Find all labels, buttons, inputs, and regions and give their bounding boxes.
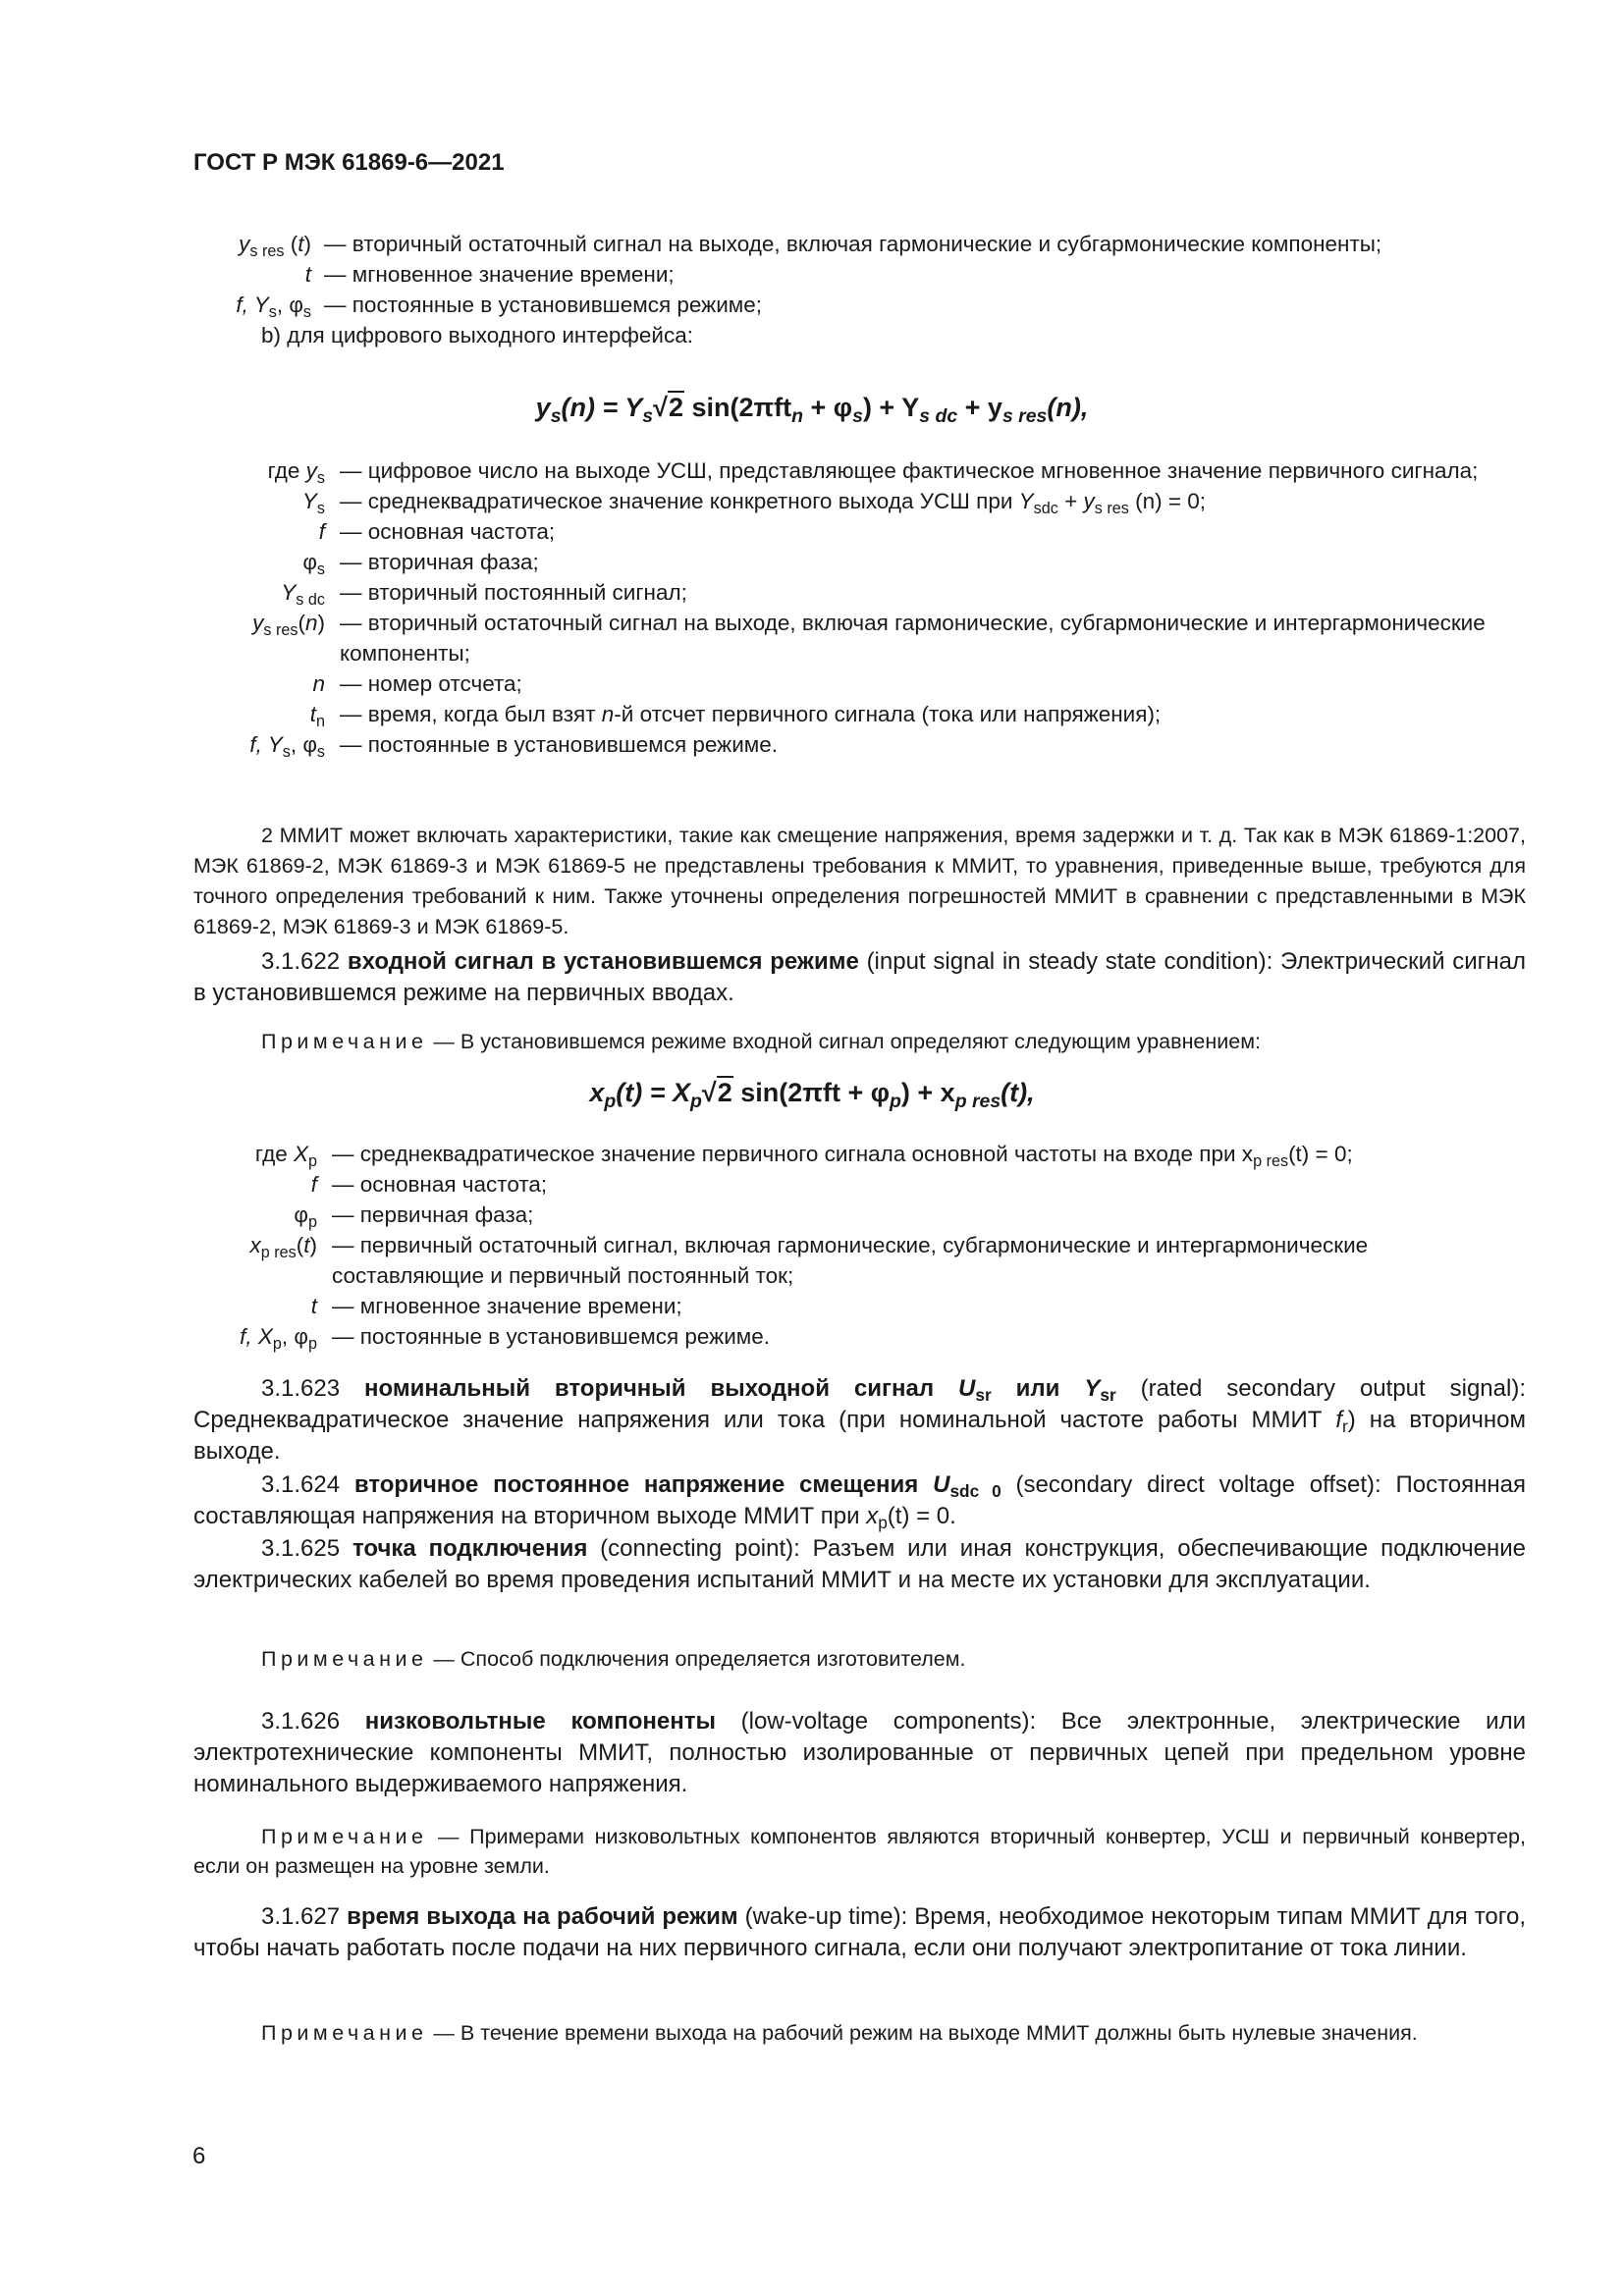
symbol: $y_{s res}(n)$ (252, 611, 325, 639)
definition-3-1-622: 3.1.622 входной сигнал в установившемся режиме (input signal in steady state condition): Электрический сигнал в установившемся режиме на первичных вводах. (193, 948, 1527, 1006)
definition-text: — вторичная фаза; (340, 550, 539, 574)
definition-text: — первичный остаточный сигнал, включая гармонические, субгармонические и интергармонические составляющие и первичный постоянный ток; (332, 1233, 1369, 1288)
symbol: $\varphi_s$ (302, 550, 325, 578)
list-item (0, 1200, 1624, 1230)
symbol: f (310, 1172, 317, 1197)
definition-text: — мгновенное значение времени; (332, 1294, 682, 1318)
definition-text: — номер отсчета; (340, 671, 522, 696)
list-item (0, 1169, 1624, 1200)
definition-3-1-627: 3.1.627 время выхода на рабочий режим (wake-up time): Время, необходимое некоторым типам ММИТ для того, чтобы начать работать после подачи на них первичного сигнала, если они получают электропитание от тока линии. (193, 1903, 1526, 1961)
symbol: t (304, 262, 311, 287)
symbol: $x_{p res}(t)$ (249, 1233, 317, 1261)
list-item (0, 1230, 1624, 1291)
definition-text: — основная частота; (340, 519, 556, 544)
list-item (0, 1139, 1624, 1169)
symbol: n (312, 671, 325, 696)
definition-text: — цифровое число на выходе УСШ, представляющее фактическое мгновенное значение первичного сигнала; (340, 458, 1479, 483)
symbol: $\varphi_p$ (294, 1202, 317, 1231)
sqrt-symbol: √2 (653, 393, 683, 422)
symbol: $y_{s res}$ (t) (239, 232, 311, 260)
list-item (0, 547, 1624, 577)
definition-text: — среднеквадратическое значение первичного сигнала основной частоты на входе при $x_{p res}(t) = 0$; (332, 1142, 1353, 1170)
symbol: $Y_{s dc}$ (281, 580, 325, 609)
note-2: 2 ММИТ может включать характеристики, такие как смещение напряжения, время задержки и т. д. Так как в МЭК 61869-1:2007, МЭК 61869-2, МЭК 61869-3 и МЭК 61869-5 не представлены требования к ММИТ, то уравнения, приведенные выше, требуются для точного определения требований к ним. Также уточнены определения погрешностей ММИТ в сравнении с представленными в МЭК 61869-2, МЭК 61869-3 и МЭК 61869-5. (193, 824, 1526, 938)
definition-list-b (0, 455, 1624, 760)
sqrt-symbol: √2 (701, 1078, 732, 1107)
definition-3-1-625: 3.1.625 точка подключения (connecting point): Разъем или иная конструкция, обеспечивающие подключение электрических кабелей во время проведения испытаний ММИТ и на месте их установки для эксплуатации. (193, 1535, 1527, 1593)
definition-text: — основная частота; (332, 1172, 548, 1197)
definition-text: — постоянные в установившемся режиме. (332, 1324, 771, 1349)
sub-item-b: b) для цифрового выходного интерфейса: (261, 323, 694, 347)
symbol: где $y_s$ (267, 458, 325, 487)
list-item (0, 699, 1624, 729)
note-627: Примечание — В течение времени выхода на рабочий режим на выходе ММИТ должны быть нулевые значения. (261, 2021, 1418, 2045)
definition-text: — постоянные в установившемся режиме; (324, 293, 763, 317)
symbol: $Y_s$ (301, 489, 325, 517)
symbol: f (318, 519, 325, 544)
definition-3-1-626: 3.1.626 низковольтные компоненты (low-voltage components): Все электронные, электрические или электротехнические компоненты ММИТ, полностью изолированные от первичных цепей при предельном уровне номинального выдерживаемого напряжения. (193, 1708, 1526, 1797)
symbol: f, $X_p$, $\varphi_p$ (240, 1324, 317, 1353)
definition-list-a (0, 229, 1624, 350)
equation-input-signal: $x_p(t) = X_p√2$ $\sin(2\pi ft + \varphi_p) + x_{p res}(t)$, (589, 1078, 1035, 1112)
list-item (0, 668, 1624, 699)
list-item (0, 577, 1624, 608)
note-622: Примечание — В установившемся режиме входной сигнал определяют следующим уравнением: (261, 1030, 1261, 1053)
definition-text: — мгновенное значение времени; (324, 262, 675, 287)
list-item (0, 229, 1624, 259)
list-item (0, 290, 1624, 320)
definition-list-c (0, 1139, 1624, 1352)
definition-text: — время, когда был взят n-й отсчет первичного сигнала (тока или напряжения); (340, 702, 1162, 726)
list-item (0, 1321, 1624, 1352)
list-item (0, 608, 1624, 668)
note-626: Примечание — Примерами низковольтных компонентов являются вторичный конвертер, УСШ и первичный конвертер, если он размещен на уровне земли. (193, 1825, 1526, 1878)
page-number: 6 (192, 2143, 206, 2169)
definition-text: — вторичный остаточный сигнал на выходе, включая гармонические и субгармонические компоненты; (324, 232, 1382, 256)
symbol: f, $Y_s$, $\varphi_s$ (249, 732, 325, 761)
document-header: ГОСТ Р МЭК 61869-6—2021 (193, 149, 505, 176)
definition-text: — постоянные в установившемся режиме. (340, 732, 779, 757)
definition-3-1-624: 3.1.624 вторичное постоянное напряжение смещения $U_{sdc 0}$ (secondary direct voltage offset): Постоянная составляющая напряжения на вторичном выходе ММИТ при $x_p(t) = 0$. (193, 1471, 1527, 1533)
symbol: где $X_p$ (254, 1142, 317, 1170)
equation-digital-output: $y_s(n) = Y_s√2$ $\sin(2\pi ft_n + \varphi_s) + Y_{s dc} + y_{s res}(n)$, (535, 393, 1089, 427)
list-item (0, 729, 1624, 760)
list-item (0, 486, 1624, 516)
note-625: Примечание — Способ подключения определяется изготовителем. (261, 1647, 966, 1671)
list-item (0, 516, 1624, 547)
definition-text: — среднеквадратическое значение конкретного выхода УСШ при $Y_{sdc} + y_{s res}$ (n) = 0; (340, 489, 1207, 517)
definition-text: — вторичный остаточный сигнал на выходе, включая гармонические, субгармонические и интергармонические компоненты; (340, 611, 1486, 666)
definition-text: — вторичный постоянный сигнал; (340, 580, 687, 605)
list-item (0, 320, 1624, 350)
list-item (0, 1291, 1624, 1321)
list-item (0, 455, 1624, 486)
symbol: f, $Y_s$, $\varphi_s$ (236, 293, 311, 321)
symbol: t (310, 1294, 317, 1318)
definition-text: — первичная фаза; (332, 1202, 534, 1227)
symbol: $t_n$ (309, 702, 325, 730)
list-item (0, 259, 1624, 290)
definition-3-1-623: 3.1.623 номинальный вторичный выходной сигнал $U_{sr}$ или $Y_{sr}$ (rated secondary output signal): Среднеквадратическое значение напряжения или тока (при номинальной частоте работы ММИТ $f_r$) на вторичном выходе. (193, 1375, 1526, 1465)
